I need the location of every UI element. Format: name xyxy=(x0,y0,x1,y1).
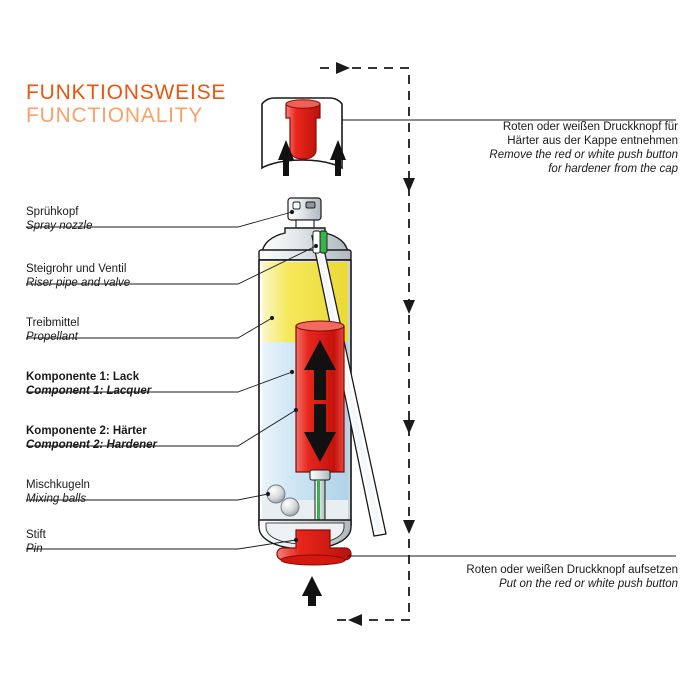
arrow-right-icon xyxy=(336,62,350,74)
label-component-2 xyxy=(26,424,157,452)
page-title xyxy=(26,82,226,127)
label-mixing-balls-en: Mixing balls xyxy=(26,493,87,506)
label-mixing-balls-de: Mischkugeln xyxy=(26,479,90,491)
label-component-2-de: Komponente 2: Härter xyxy=(26,425,147,437)
label-propellant-en: Propellant xyxy=(26,331,78,344)
label-propellant xyxy=(26,316,79,344)
label-mixing-balls xyxy=(26,478,90,506)
valve-accent xyxy=(313,231,327,253)
label-propellant-de: Treibmittel xyxy=(26,317,80,329)
leader-lines-right xyxy=(342,120,676,556)
label-remove-push-button-de-2: Härter aus der Kappe entnehmen xyxy=(507,135,678,148)
label-component-1-de: Komponente 1: Lack xyxy=(26,371,140,383)
label-riser-pipe-en: Riser pipe and valve xyxy=(26,277,131,290)
label-spray-nozzle-en: Spray nozzle xyxy=(26,220,93,233)
title-de: FUNKTIONSWEISE xyxy=(26,81,227,104)
label-riser-pipe-de: Steigrohr und Ventil xyxy=(26,263,127,275)
label-put-on-push-button xyxy=(348,563,678,591)
hardener-tube xyxy=(296,321,344,472)
label-remove-push-button xyxy=(348,120,678,176)
label-component-1-en: Component 1: Lacquer xyxy=(26,385,152,398)
label-pin xyxy=(26,528,46,556)
label-spray-nozzle-de: Sprühkopf xyxy=(26,206,79,218)
label-put-on-push-button-de-1: Roten oder weißen Druckknopf aufsetzen xyxy=(466,564,678,576)
title-en: FUNCTIONALITY xyxy=(26,103,204,127)
spray-cap-group xyxy=(262,98,346,176)
label-riser-pipe xyxy=(26,262,130,290)
label-pin-de: Stift xyxy=(26,529,46,541)
label-remove-push-button-en-1: Remove the red or white push button xyxy=(489,149,678,162)
label-remove-push-button-de-1: Roten oder weißen Druckknopf für xyxy=(502,121,678,133)
label-put-on-push-button-en-1: Put on the red or white push button xyxy=(498,578,678,591)
label-remove-push-button-en-2: for hardener from the cap xyxy=(548,163,678,176)
arrow-up-icon xyxy=(302,576,322,606)
label-component-2-en: Component 2: Hardener xyxy=(26,439,157,452)
can-shoulder xyxy=(259,228,351,260)
arrow-left-icon xyxy=(348,614,362,626)
label-spray-nozzle xyxy=(26,205,92,233)
label-component-1 xyxy=(26,370,151,398)
label-pin-en: Pin xyxy=(26,543,43,556)
